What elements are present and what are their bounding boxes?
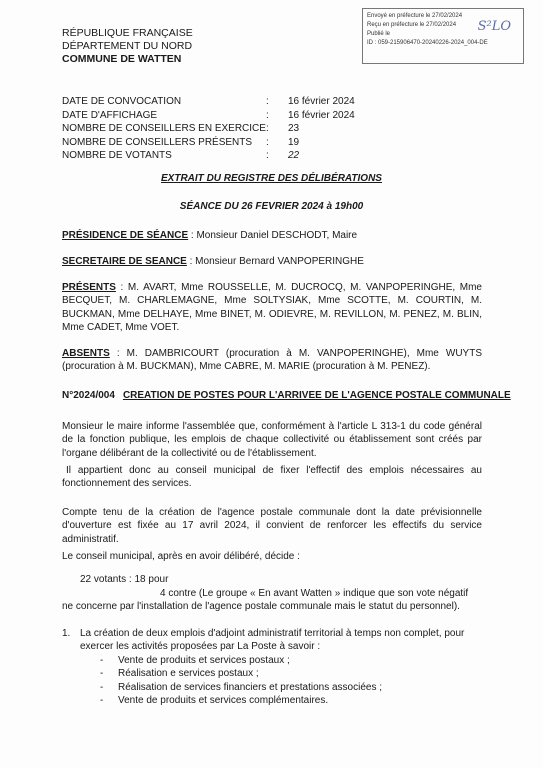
absents-text: : M. DAMBRICOURT (procuration à M. VANPOPERINGHE), Mme WUYTS (procuration à M. BUCKMAN), Mme CABRE, M. MARIE (procuration à M. PENEZ). — [62, 348, 482, 373]
info-label: DATE D'AFFICHAGE — [62, 109, 158, 121]
presents-paragraph — [62, 281, 482, 335]
sub-item — [62, 654, 482, 667]
presents-text: : M. AVART, Mme ROUSSELLE, M. DUCROCQ, M. VANPOPERINGHE, Mme BECQUET, M. CHARLEMAGNE, Mme SOLTYSIAK, Mme SCOTTE, M. COURTIN, M. BUCKMAN, Mme DELHAYE, Mme BINET, M. ODIEVRE, M. REVILLON, M. PENEZ, M. BLIN, Mme CADET, Mme VOET. — [62, 282, 482, 334]
sub-item — [62, 694, 482, 707]
deliberation-title: CREATION DE POSTES POUR L'ARRIVEE DE L'AGENCE POSTALE COMMUNALE — [122, 390, 511, 401]
deliberation-number: N°2024/004 — [62, 390, 115, 401]
secretaire-text: : Monsieur Bernard VANPOPERINGHE — [186, 256, 364, 267]
sub-item-text: Réalisation de services financiers et prestations associées ; — [118, 681, 383, 693]
absents-paragraph — [62, 347, 482, 374]
seance-title: SÉANCE DU 26 FEVRIER 2024 à 19h00 — [179, 201, 364, 212]
extrait-title: EXTRAIT DU REGISTRE DES DÉLIBÉRATIONS — [161, 173, 382, 184]
info-value: 22 — [288, 150, 300, 162]
presidence-text: : Monsieur Daniel DESCHODT, Maire — [188, 230, 358, 241]
list-item — [62, 627, 482, 654]
info-label: NOMBRE DE CONSEILLERS EN EXERCICE — [62, 123, 266, 135]
paragraph-decide: Le conseil municipal, après en avoir délibéré, décide : — [62, 551, 300, 562]
presidence-label: PRÉSIDENCE DE SÉANCE — [62, 230, 189, 241]
bullet-dash-icon: - — [100, 681, 104, 693]
presidence-line — [62, 229, 482, 242]
sub-item — [62, 681, 482, 694]
departement-line: DÉPARTEMENT DU NORD — [62, 40, 193, 52]
votes-pour: 22 votants : 18 pour — [80, 574, 169, 585]
info-value: 23 — [288, 123, 300, 135]
info-label: NOMBRE DE VOTANTS — [62, 150, 172, 162]
stamp-recu: Reçu en préfecture le 27/02/2024 — [367, 22, 457, 28]
info-colon: : — [266, 109, 269, 121]
paragraph-conseil: Il appartient donc au conseil municipal de fixer l'effectif des emplois nécessaires au fonctionnement des services. — [62, 465, 482, 490]
decision-list — [62, 627, 482, 707]
info-value: 16 février 2024 — [288, 96, 355, 107]
bullet-dash-icon: - — [100, 654, 104, 666]
stamp-publie: Publié le — [367, 31, 391, 37]
info-value: 19 — [288, 136, 300, 148]
info-colon: : — [266, 136, 269, 148]
info-colon: : — [266, 96, 269, 107]
bullet-dash-icon: - — [100, 668, 104, 680]
presents-label: PRÉSENTS — [62, 282, 116, 293]
paragraph-intro: Monsieur le maire informe l'assemblée que, conformément à l'article L 313-1 du code général de la fonction publique, les emplois de chaque collectivité ou établissement sont créés par l'organe délibérant de la collectivité ou de l'établissement. — [62, 421, 482, 459]
letterhead — [62, 27, 193, 66]
bullet-dash-icon: - — [100, 695, 104, 707]
sub-item-text: Vente de produits et services postaux ; — [118, 654, 290, 666]
info-label: DATE DE CONVOCATION — [62, 96, 182, 107]
republique-line: RÉPUBLIQUE FRANÇAISE — [62, 27, 193, 39]
stamp-signature: S²LO — [477, 19, 511, 34]
paragraph-agence: Compte tenu de la création de l'agence postale communale dont la date prévisionnelle d'ouverture est fixée au 17 avril 2024, il convient de renforcer les effectifs du service administratif. — [62, 507, 482, 545]
info-label: NOMBRE DE CONSEILLERS PRÉSENTS — [62, 136, 253, 148]
secretaire-line — [62, 255, 482, 268]
info-colon: : — [266, 150, 269, 162]
secretaire-label: SECRETAIRE DE SEANCE — [62, 256, 187, 267]
sub-item — [62, 667, 482, 680]
sub-item-text: Vente de produits et services complémentaires. — [118, 695, 329, 707]
votes-contre: 4 contre (Le groupe « En avant Watten » indique que son vote négatif ne concerne par l'installation de l'agence postale communale mais le statut du personnel). — [62, 588, 469, 613]
stamp-id: ID : 059-215906470-20240226-2024_004-DE — [367, 40, 488, 46]
info-value: 16 février 2024 — [288, 109, 355, 121]
info-colon: : — [266, 123, 269, 135]
item-text: La création de deux emplois d'adjoint administratif territorial à temps non complet, pour exercer les activités proposées par La Poste à savoir : — [80, 628, 465, 653]
prefecture-stamp — [362, 8, 524, 64]
item-number: 1. — [62, 628, 71, 639]
stamp-envoye: Envoyé en préfecture le 27/02/2024 — [367, 13, 463, 19]
deliberation-heading — [62, 390, 511, 401]
commune-line: COMMUNE DE WATTEN — [62, 53, 182, 65]
absents-label: ABSENTS — [62, 348, 110, 359]
sub-item-text: Réalisation e services postaux ; — [118, 668, 259, 680]
